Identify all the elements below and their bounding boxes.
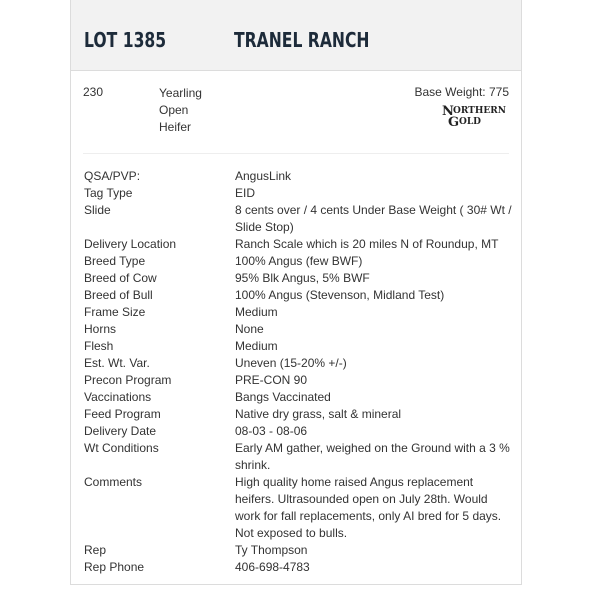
detail-value: 406-698-4783 bbox=[235, 560, 310, 574]
detail-row bbox=[84, 321, 514, 338]
detail-row bbox=[84, 253, 514, 270]
description-sex: Heifer bbox=[159, 120, 192, 134]
detail-value: 100% Angus (few BWF) bbox=[235, 254, 363, 268]
detail-value: Bangs Vaccinated bbox=[235, 390, 331, 404]
detail-value: Uneven (15-20% +/-) bbox=[235, 356, 347, 370]
detail-label: Feed Program bbox=[84, 407, 161, 421]
detail-value: 100% Angus (Stevenson, Midland Test) bbox=[235, 288, 445, 302]
detail-value: Medium bbox=[235, 305, 278, 319]
detail-row bbox=[84, 304, 514, 321]
ranch-name: TRANEL RANCH bbox=[234, 28, 370, 52]
detail-row bbox=[84, 542, 514, 559]
detail-label: Breed of Cow bbox=[84, 271, 157, 285]
detail-label: Slide bbox=[84, 203, 111, 217]
head-count: 230 bbox=[83, 85, 104, 99]
logo-initial-n: N bbox=[442, 104, 454, 119]
detail-value: EID bbox=[235, 186, 256, 200]
detail-label: Horns bbox=[84, 322, 117, 336]
detail-label: Comments bbox=[84, 475, 143, 489]
detail-value: Ty Thompson bbox=[235, 543, 308, 557]
detail-label: Rep Phone bbox=[84, 560, 145, 574]
detail-row bbox=[84, 559, 514, 576]
detail-label: Delivery Location bbox=[84, 237, 177, 251]
detail-row bbox=[84, 338, 514, 355]
detail-label: Tag Type bbox=[84, 186, 133, 200]
detail-label: QSA/PVP: bbox=[84, 169, 141, 183]
lot-number: LOT 1385 bbox=[84, 28, 167, 52]
lot-header bbox=[71, 0, 521, 71]
lot-details-table bbox=[84, 168, 514, 576]
detail-value: None bbox=[235, 322, 264, 336]
detail-label: Delivery Date bbox=[84, 424, 157, 438]
detail-row bbox=[84, 355, 514, 372]
detail-value: AngusLink bbox=[235, 169, 292, 183]
detail-value: 8 cents over / 4 cents Under Base Weight ( 30# Wt / Slide Stop) bbox=[235, 203, 512, 234]
detail-label: Frame Size bbox=[84, 305, 146, 319]
lot-summary bbox=[83, 71, 509, 154]
cattle-description bbox=[159, 85, 202, 136]
detail-label: Est. Wt. Var. bbox=[84, 356, 150, 370]
detail-row bbox=[84, 423, 514, 440]
detail-row bbox=[84, 236, 514, 253]
description-status: Open bbox=[159, 103, 189, 117]
detail-value: Medium bbox=[235, 339, 278, 353]
detail-label: Flesh bbox=[84, 339, 114, 353]
detail-row bbox=[84, 406, 514, 423]
description-age: Yearling bbox=[159, 86, 202, 100]
base-weight: Base Weight: 775 bbox=[414, 85, 509, 99]
detail-value: High quality home raised Angus replacement heifers. Ultrasounded open on July 28th. Would work for fall replacements, only AI bred for 5 days. Not exposed to bulls. bbox=[235, 475, 502, 540]
logo-text-bottom: OLD bbox=[459, 117, 481, 127]
detail-row bbox=[84, 287, 514, 304]
detail-row bbox=[84, 202, 514, 236]
detail-row bbox=[84, 270, 514, 287]
detail-value: Early AM gather, weighed on the Ground with a 3 % shrink. bbox=[235, 441, 510, 472]
detail-row bbox=[84, 474, 514, 542]
detail-value: Native dry grass, salt & mineral bbox=[235, 407, 402, 421]
detail-value: Ranch Scale which is 20 miles N of Roundup, MT bbox=[235, 237, 499, 251]
detail-value: 08-03 - 08-06 bbox=[235, 424, 308, 438]
detail-row bbox=[84, 168, 514, 185]
detail-label: Precon Program bbox=[84, 373, 172, 387]
detail-value: PRE-CON 90 bbox=[235, 373, 308, 387]
detail-row bbox=[84, 389, 514, 406]
logo-initial-g: G bbox=[448, 115, 460, 127]
detail-row bbox=[84, 440, 514, 474]
detail-label: Rep bbox=[84, 543, 107, 557]
detail-row bbox=[84, 372, 514, 389]
detail-value: 95% Blk Angus, 5% BWF bbox=[235, 271, 370, 285]
detail-label: Vaccinations bbox=[84, 390, 152, 404]
detail-row bbox=[84, 185, 514, 202]
northern-gold-logo bbox=[441, 103, 507, 127]
logo-text-top: ORTHERN bbox=[453, 106, 506, 116]
detail-label: Breed Type bbox=[84, 254, 146, 268]
detail-label: Wt Conditions bbox=[84, 441, 159, 455]
detail-label: Breed of Bull bbox=[84, 288, 153, 302]
lot-card bbox=[70, 0, 522, 585]
